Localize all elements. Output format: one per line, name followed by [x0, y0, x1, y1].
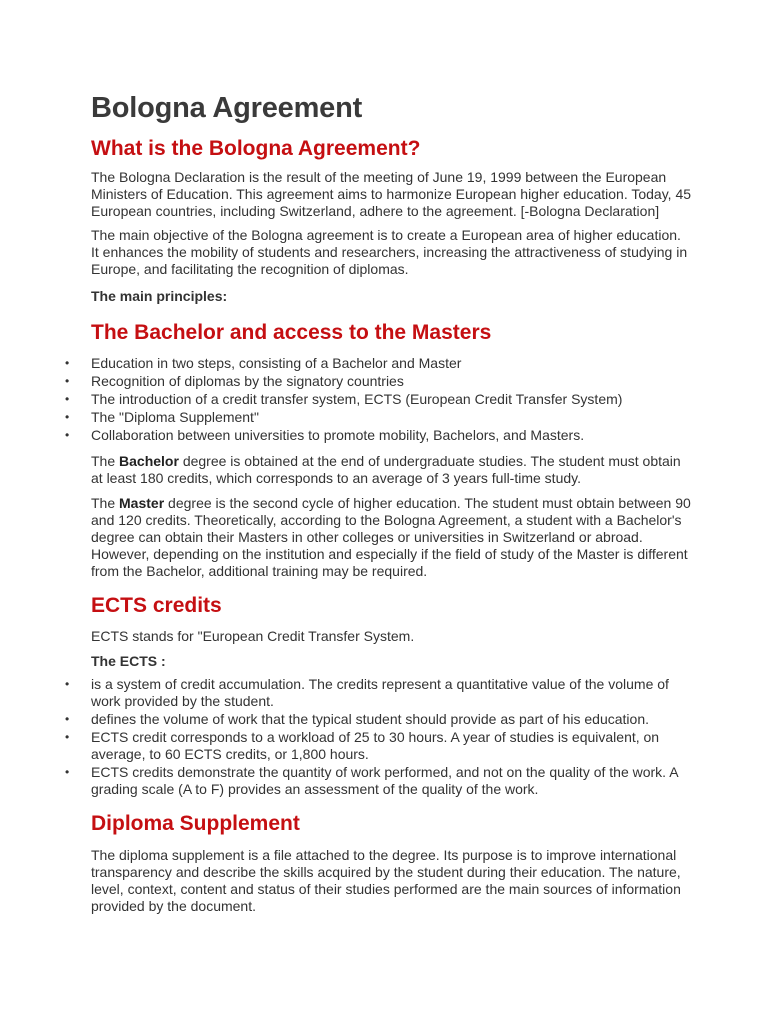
bullet-icon: •	[65, 730, 70, 744]
bullet-icon: •	[65, 765, 70, 779]
list-item-text: Education in two steps, consisting of a Bachelor and Master	[91, 355, 462, 371]
list-item-text: The introduction of a credit transfer system, ECTS (European Credit Transfer System)	[91, 391, 623, 407]
list-item-text: ECTS credit corresponds to a workload of 25 to 30 hours. A year of studies is equivalent, on average, to 60 ECTS credits, or 1,800 hours.	[91, 729, 660, 762]
list-item	[65, 764, 691, 798]
ects-intro-paragraph: ECTS stands for "European Credit Transfer System.	[91, 628, 415, 644]
master-pre: The	[91, 495, 120, 511]
list-item	[65, 711, 691, 728]
document-page	[65, 88, 692, 915]
list-item	[65, 427, 691, 444]
list-item	[65, 409, 691, 426]
bachelor-pre: The	[91, 453, 120, 469]
list-item-text: defines the volume of work that the typical student should provide as part of his education.	[91, 711, 649, 727]
objective-paragraph: The main objective of the Bologna agreement is to create a European area of higher education. It enhances the mobility of students and researchers, increasing the attractiveness of studying in Europe, and facilitating the recognition of diplomas.	[91, 227, 688, 277]
section-heading-what-is: What is the Bologna Agreement?	[91, 137, 421, 160]
list-item-text: Recognition of diplomas by the signatory countries	[91, 373, 404, 389]
section-heading-bachelor-masters: The Bachelor and access to the Masters	[91, 321, 492, 344]
list-item	[65, 729, 691, 763]
bullet-icon: •	[65, 392, 70, 406]
master-paragraph	[91, 495, 691, 580]
intro-paragraph: The Bologna Declaration is the result of the meeting of June 19, 1999 between the European Ministers of Education. This agreement aims to harmonize European higher education. Today, 45 European countries, including Switzerland, adhere to the agreement. [-Bologna Declaration]	[91, 169, 692, 219]
list-item	[65, 391, 691, 408]
list-item-text: The "Diploma Supplement"	[91, 409, 259, 425]
section-heading-diploma-supplement: Diploma Supplement	[91, 812, 300, 835]
page-title: Bologna Agreement	[91, 92, 363, 124]
ects-label: The ECTS :	[91, 653, 166, 669]
bullet-icon: •	[65, 410, 70, 424]
bullet-icon: •	[65, 712, 70, 726]
bachelor-post: degree is obtained at the end of undergraduate studies. The student must obtain at least 180 credits, which corresponds to an average of 3 years full-time study.	[91, 453, 681, 486]
bullet-icon: •	[65, 374, 70, 388]
bachelor-term: Bachelor	[119, 453, 179, 469]
section-heading-ects: ECTS credits	[91, 594, 222, 617]
bullet-icon: •	[65, 677, 70, 691]
list-item-text: is a system of credit accumulation. The credits represent a quantitative value of the volume of work provided by the student.	[91, 676, 669, 709]
principles-label: The main principles:	[91, 288, 228, 304]
bachelor-paragraph	[91, 453, 691, 487]
list-item	[65, 373, 691, 390]
master-post: degree is the second cycle of higher education. The student must obtain between 90 and 120 credits. Theoretically, according to the Bologna Agreement, a student with a Bachelor's degree can obtain their Masters in other colleges or universities in Switzerland or abroad. However, depending on the institution and especially if the field of study of the Master is different from the Bachelor, additional training may be required.	[91, 495, 691, 579]
list-item-text: ECTS credits demonstrate the quantity of work performed, and not on the quality of the work. A grading scale (A to F) provides an assessment of the quality of the work.	[91, 764, 678, 797]
principles-list	[65, 355, 691, 444]
diploma-supplement-paragraph: The diploma supplement is a file attached to the degree. Its purpose is to improve international transparency and describe the skills acquired by the student during their education. The nature, level, context, content and status of their studies performed are the main sources of information provided by the document.	[91, 847, 681, 914]
list-item-text: Collaboration between universities to promote mobility, Bachelors, and Masters.	[91, 427, 585, 443]
bullet-icon: •	[65, 428, 70, 442]
ects-list	[65, 676, 691, 798]
master-term: Master	[119, 495, 165, 511]
list-item	[65, 355, 691, 372]
bullet-icon: •	[65, 356, 70, 370]
list-item	[65, 676, 691, 710]
